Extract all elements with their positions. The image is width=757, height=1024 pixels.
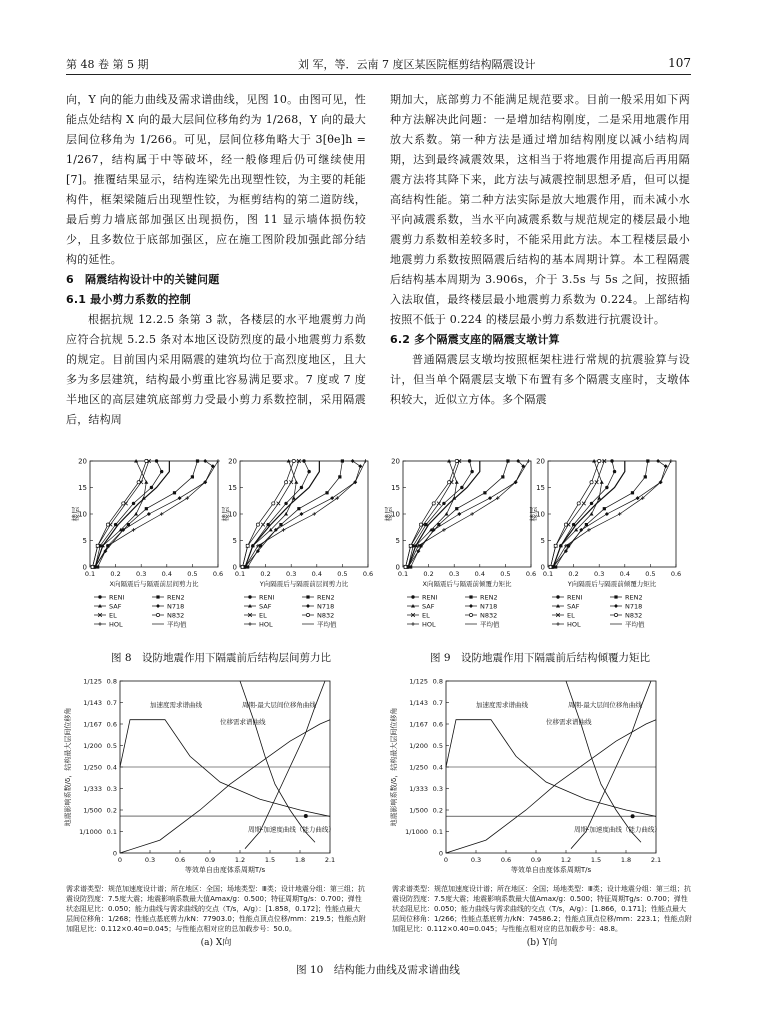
y-axis-label: 楼层 bbox=[71, 506, 80, 522]
marker-point bbox=[289, 480, 293, 484]
marker-point bbox=[442, 528, 446, 532]
y-drift-label: 1/250 bbox=[409, 763, 428, 772]
marker-point bbox=[455, 459, 458, 462]
legend-label: REN2 bbox=[625, 593, 643, 602]
marker-point bbox=[590, 502, 593, 505]
legend-label: N718 bbox=[317, 602, 335, 611]
y-tick-label: 0.3 bbox=[106, 785, 117, 793]
annotation: 位移需求谱曲线 bbox=[220, 718, 266, 726]
y-drift-label: 1/167 bbox=[409, 720, 428, 729]
marker-point bbox=[603, 507, 606, 510]
y-tick-label: 0.1 bbox=[106, 828, 117, 836]
legend-label: REN2 bbox=[167, 593, 185, 602]
y-drift-label: 1/1000 bbox=[405, 828, 428, 836]
y-tick-label: 10 bbox=[536, 510, 545, 519]
marker-point bbox=[299, 512, 303, 516]
marker-point bbox=[132, 528, 136, 532]
annotation: 周期-加速度曲线（能力曲线） bbox=[248, 825, 335, 834]
x-tick-label: 0.1 bbox=[234, 570, 246, 578]
marker-point bbox=[144, 480, 148, 484]
y-tick-label: 5 bbox=[232, 537, 237, 545]
legend-label: REN2 bbox=[317, 593, 335, 602]
y-axis-label: 楼层 bbox=[529, 506, 538, 522]
fig10a-sublabel: (a) X向 bbox=[200, 938, 232, 948]
x-tick-label: 1.5 bbox=[590, 856, 602, 864]
x-tick-label: 0.2 bbox=[110, 570, 121, 578]
x-tick-label: 1.2 bbox=[560, 856, 572, 864]
x-tick-label: 0.1 bbox=[397, 570, 409, 578]
marker-point bbox=[134, 512, 138, 516]
marker-point bbox=[306, 613, 309, 616]
marker-point bbox=[294, 480, 298, 484]
series-line-6 bbox=[95, 461, 218, 567]
y-tick-label: 0 bbox=[82, 563, 87, 572]
legend-label: HOL bbox=[567, 620, 581, 629]
marker-point bbox=[577, 502, 580, 505]
legend-label: REN2 bbox=[480, 593, 498, 602]
legend-label: N832 bbox=[317, 611, 335, 620]
marker-point bbox=[590, 512, 594, 516]
y-tick-label: 0 bbox=[395, 563, 400, 572]
legend-label: 平均值 bbox=[480, 620, 500, 629]
marker-point bbox=[419, 523, 422, 526]
paragraph: 向，Y 向的能力曲线及需求谱曲线，见图 10。由图可见，性能点处结构 X 向的最大层间位移角约为 1/268，Y 向的最大层间位移角为 1/266。可见，层间位移角略大于 3[θe]h = 1/267，结构属于中等破坏，经一般修理后仍可继续使用[7]。推覆结果显示，结构连梁先出现塑性铰，为主要的耗能构件，框架梁随后出现塑性铰，为框剪结构的第二道防线，最后剪力墙底部加强区出现损伤，图 11 显示墙体损伤较少，且多数位于底部加强区，应在施工图阶段加强此部分结构的延性。 bbox=[66, 93, 366, 266]
marker-point bbox=[155, 459, 158, 462]
figure10-caption: 图 10 结构能力曲线及需求谱曲线 bbox=[296, 964, 460, 976]
marker-point bbox=[646, 459, 649, 462]
x-tick-label: 0.4 bbox=[311, 570, 322, 578]
annotation: 周期-加速度曲线（能力曲线） bbox=[574, 825, 661, 834]
x-tick-label: 0.3 bbox=[449, 570, 460, 578]
paragraph: 根据抗规 12.2.5 条第 3 款，各楼层的水平地震剪力尚应符合抗规 5.2.5 条对本地区设防烈度的最小地震剪力系数的规定。目前国内采用隔震的建筑均位于高烈度地区，且大多为多层建筑，结构最小剪重比容易满足要求。7 度或 7 度半地区的高层建筑底部剪力受最小剪力系数控制，采用隔震后，结构周 bbox=[66, 313, 366, 426]
marker-point bbox=[132, 502, 135, 505]
x-tick-label: 0.3 bbox=[594, 570, 605, 578]
x-tick-label: 0.2 bbox=[260, 570, 271, 578]
x-tick-label: 1.5 bbox=[264, 856, 276, 864]
y-tick-label: 20 bbox=[228, 457, 237, 466]
running-title: 刘 军，等．云南 7 度区某医院框剪结构隔震设计 bbox=[298, 58, 536, 71]
marker-point bbox=[614, 595, 617, 598]
marker-point bbox=[468, 459, 471, 462]
x-axis-label: 等效单自由度体系周期T/s bbox=[510, 866, 592, 874]
figure9-caption: 图 9 设防地震作用下隔震前后结构倾覆力矩比 bbox=[429, 652, 651, 664]
y-tick-label: 15 bbox=[391, 484, 400, 492]
x-tick-label: 0.3 bbox=[286, 570, 297, 578]
marker-point bbox=[409, 544, 412, 547]
marker-point bbox=[364, 459, 368, 463]
marker-point bbox=[469, 604, 473, 608]
marker-point bbox=[98, 622, 102, 626]
marker-point bbox=[145, 507, 148, 510]
plot-frame bbox=[90, 461, 218, 567]
x-tick-label: 0.3 bbox=[470, 856, 482, 864]
x-tick-label: 0.1 bbox=[84, 570, 96, 578]
marker-point bbox=[595, 480, 599, 484]
y-tick-label: 5 bbox=[540, 537, 545, 545]
performance-point bbox=[631, 814, 635, 818]
y-axis-label: 地震影响系数/δ，结构最大层间位移角 bbox=[390, 707, 398, 827]
x-tick-label: 0.4 bbox=[619, 570, 630, 578]
marker-point bbox=[488, 496, 492, 500]
marker-point bbox=[636, 496, 640, 500]
y-tick-label: 0 bbox=[540, 563, 545, 572]
left-text-column bbox=[66, 90, 366, 430]
marker-point bbox=[145, 459, 148, 462]
y-tick-label: 10 bbox=[391, 510, 400, 519]
marker-point bbox=[455, 480, 459, 484]
legend-label: EL bbox=[259, 611, 267, 620]
marker-point bbox=[284, 512, 288, 516]
y-tick-label: 15 bbox=[78, 484, 87, 492]
y-tick-label: 0.3 bbox=[432, 785, 443, 793]
y-tick-label: 0 bbox=[112, 849, 117, 858]
section-heading: 6 隔震结构设计中的关键问题 bbox=[66, 273, 220, 286]
marker-point bbox=[160, 512, 164, 516]
x-tick-label: 0.4 bbox=[161, 570, 172, 578]
x-tick-label: 0.5 bbox=[337, 570, 348, 578]
marker-point bbox=[582, 502, 586, 506]
x-tick-label: 1.8 bbox=[620, 856, 632, 864]
marker-point bbox=[610, 459, 613, 462]
legend-label: HOL bbox=[422, 620, 436, 629]
marker-point bbox=[506, 459, 509, 462]
legend-label: HOL bbox=[259, 620, 273, 629]
marker-point bbox=[106, 523, 109, 526]
series-line-3 bbox=[408, 461, 523, 567]
annotation: 加速度需求谱曲线 bbox=[150, 700, 202, 709]
y-tick-label: 0.6 bbox=[432, 720, 443, 729]
fig10-chart-y bbox=[388, 675, 688, 885]
y-tick-label: 0 bbox=[232, 563, 237, 572]
legend-label: N832 bbox=[167, 611, 185, 620]
marker-point bbox=[501, 475, 504, 478]
y-tick-label: 10 bbox=[228, 510, 237, 519]
x-tick-label: 2.1 bbox=[650, 856, 662, 864]
y-drift-label: 1/167 bbox=[83, 720, 102, 729]
paragraph: 期加大，底部剪力不能满足规范要求。目前一般采用如下两种方法解决此问题：一是增加结构刚度，二是采用地震作用放大系数。第一种方法是通过增加结构刚度以减小结构周期，达到最终减震效果，这相当于将地震作用提高后再用隔震方法将其降下来，此方法与减震控制思想矛盾，但可以提高结构性能。第二种方法实际是放大地震作用，而未减小水平向减震系数，当水平向减震系数与规范规定的楼层最小地震剪力系数相差较多时，不能采用此方法。本工程楼层最小地震剪力系数按照隔震后结构的基本周期计算。本工程隔震后结构基本周期为 3.906s，介于 3.5s 与 5s 之间，按照插入法取值，最终楼层最小地震剪力系数为 0.224。上部结构按照不低于 0.224 的楼层最小剪力系数进行抗震设计。 bbox=[390, 93, 690, 326]
x-axis-label: Y向隔震后与隔震前倾覆力矩比 bbox=[567, 580, 657, 588]
series-line-6 bbox=[408, 461, 528, 567]
legend-label: SAF bbox=[259, 602, 272, 611]
marker-point bbox=[306, 595, 309, 598]
y-tick-label: 5 bbox=[395, 537, 400, 545]
legend-label: 平均值 bbox=[317, 620, 337, 629]
marker-point bbox=[147, 512, 151, 516]
y-tick-label: 0.7 bbox=[432, 699, 443, 707]
marker-point bbox=[160, 470, 163, 473]
marker-point bbox=[150, 486, 153, 489]
y-tick-label: 0.2 bbox=[106, 806, 117, 815]
legend-label: N718 bbox=[625, 602, 643, 611]
series-line-6 bbox=[245, 461, 365, 567]
x-tick-label: 0.6 bbox=[500, 856, 512, 864]
marker-point bbox=[455, 507, 458, 510]
legend-label: N832 bbox=[480, 611, 498, 620]
marker-point bbox=[341, 459, 344, 462]
x-tick-label: 0.3 bbox=[144, 856, 156, 864]
legend-label: N718 bbox=[480, 602, 498, 611]
x-tick-label: 0 bbox=[443, 856, 449, 864]
series-line-1 bbox=[556, 461, 648, 567]
marker-point bbox=[442, 502, 445, 505]
marker-point bbox=[277, 502, 281, 506]
x-axis-label: Y向隔震后与隔震前层间剪力比 bbox=[259, 580, 349, 588]
y-tick-label: 20 bbox=[391, 457, 400, 466]
x-tick-label: 0.2 bbox=[568, 570, 579, 578]
y-tick-label: 0 bbox=[438, 849, 443, 858]
section-heading: 6.1 最小剪力系数的控制 bbox=[66, 293, 191, 306]
marker-point bbox=[605, 512, 609, 516]
marker-point bbox=[470, 470, 473, 473]
marker-point bbox=[457, 512, 461, 516]
y-tick-label: 5 bbox=[82, 537, 87, 545]
legend-label: EL bbox=[109, 611, 117, 620]
legend-label: 平均值 bbox=[167, 620, 187, 629]
x-tick-label: 0.9 bbox=[204, 856, 216, 864]
legend-label: RENI bbox=[422, 593, 438, 602]
marker-point bbox=[122, 502, 125, 505]
series-line-7 bbox=[553, 461, 625, 567]
marker-point bbox=[644, 475, 647, 478]
series-line-3 bbox=[553, 461, 666, 567]
legend-label: RENI bbox=[567, 593, 583, 602]
marker-point bbox=[432, 502, 435, 505]
marker-point bbox=[191, 475, 194, 478]
y-tick-label: 0.8 bbox=[106, 677, 117, 686]
y-drift-label: 1/500 bbox=[83, 806, 102, 815]
marker-point bbox=[98, 595, 101, 598]
y-drift-label: 1/250 bbox=[83, 763, 102, 772]
page-number: 107 bbox=[668, 56, 691, 70]
y-tick-label: 0.4 bbox=[432, 763, 443, 772]
marker-point bbox=[261, 523, 265, 527]
x-tick-label: 0.3 bbox=[136, 570, 147, 578]
marker-point bbox=[173, 491, 176, 494]
legend-label: SAF bbox=[109, 602, 122, 611]
marker-point bbox=[469, 613, 472, 616]
marker-point bbox=[330, 496, 334, 500]
marker-point bbox=[600, 480, 604, 484]
right-text-column bbox=[390, 90, 690, 410]
x-tick-label: 0.2 bbox=[423, 570, 434, 578]
paragraph: 普通隔震层支墩均按照框架柱进行常规的抗震验算与设计，但当单个隔震层支墩下布置有多个隔震支座时，支墩体积较大，近似立方体。多个隔震 bbox=[390, 353, 690, 406]
fig8-chart-x bbox=[72, 455, 232, 645]
marker-point bbox=[656, 459, 660, 463]
marker-point bbox=[248, 622, 252, 626]
y-axis-label: 楼层 bbox=[384, 506, 393, 522]
x-tick-label: 0.6 bbox=[525, 570, 537, 578]
y-tick-label: 0.6 bbox=[106, 720, 117, 729]
marker-point bbox=[246, 544, 249, 547]
x-axis-label: 等效单自由度体系周期T/s bbox=[184, 866, 266, 874]
plot-frame bbox=[403, 461, 531, 567]
fig8-chart-y bbox=[222, 455, 382, 645]
x-tick-label: 2.1 bbox=[324, 856, 336, 864]
marker-point bbox=[469, 595, 472, 598]
marker-point bbox=[300, 486, 303, 489]
x-tick-label: 0.6 bbox=[670, 570, 682, 578]
x-axis-label: X向隔震后与隔震前层间剪力比 bbox=[109, 580, 199, 588]
marker-point bbox=[614, 613, 617, 616]
y-axis-label: 地震影响系数/δ，结构最大层间位移角 bbox=[64, 707, 72, 827]
legend-label: SAF bbox=[567, 602, 580, 611]
marker-point bbox=[470, 512, 474, 516]
x-tick-label: 1.8 bbox=[294, 856, 306, 864]
x-tick-label: 0.4 bbox=[474, 570, 485, 578]
marker-point bbox=[137, 481, 140, 484]
marker-point bbox=[256, 523, 259, 526]
marker-point bbox=[554, 544, 557, 547]
annotation: 周期-最大层间位移角曲线 bbox=[568, 700, 642, 709]
fig9-chart-x bbox=[385, 455, 545, 645]
performance-point bbox=[304, 814, 308, 818]
marker-point bbox=[307, 470, 310, 473]
marker-point bbox=[437, 502, 441, 506]
x-axis-label: X向隔震后与隔震前倾覆力矩比 bbox=[422, 580, 512, 588]
marker-point bbox=[96, 544, 99, 547]
legend-label: RENI bbox=[109, 593, 125, 602]
marker-point bbox=[590, 481, 593, 484]
y-tick-label: 0.1 bbox=[432, 828, 443, 836]
fig10b-sublabel: (b) Y向 bbox=[526, 938, 558, 948]
marker-point bbox=[156, 604, 160, 608]
marker-point bbox=[272, 502, 275, 505]
marker-point bbox=[447, 481, 450, 484]
fig10-chart-x bbox=[62, 675, 362, 885]
marker-point bbox=[411, 595, 414, 598]
marker-point bbox=[156, 595, 159, 598]
annotation: 加速度需求谱曲线 bbox=[476, 700, 528, 709]
legend-label: N718 bbox=[167, 602, 185, 611]
legend-label: 平均值 bbox=[625, 620, 645, 629]
y-drift-label: 1/143 bbox=[409, 699, 428, 707]
x-tick-label: 0.5 bbox=[187, 570, 198, 578]
x-tick-label: 0.6 bbox=[174, 856, 186, 864]
y-tick-label: 0.5 bbox=[106, 742, 117, 750]
marker-point bbox=[605, 486, 608, 489]
y-drift-label: 1/333 bbox=[83, 785, 102, 793]
series-curve-0 bbox=[120, 720, 330, 817]
y-tick-label: 0.7 bbox=[106, 699, 117, 707]
marker-point bbox=[598, 459, 601, 462]
y-tick-label: 20 bbox=[78, 457, 87, 466]
marker-point bbox=[631, 491, 634, 494]
x-tick-label: 0.5 bbox=[645, 570, 656, 578]
y-axis-label: 楼层 bbox=[221, 506, 230, 522]
marker-point bbox=[351, 459, 355, 463]
marker-point bbox=[614, 604, 618, 608]
marker-point bbox=[292, 459, 295, 462]
marker-point bbox=[248, 595, 251, 598]
marker-point bbox=[358, 464, 362, 468]
marker-point bbox=[460, 486, 463, 489]
y-drift-label: 1/125 bbox=[409, 677, 428, 686]
legend-label: EL bbox=[567, 611, 575, 620]
series-line-1 bbox=[248, 461, 343, 567]
marker-point bbox=[564, 523, 567, 526]
y-drift-label: 1/200 bbox=[409, 742, 428, 750]
x-tick-label: 0.6 bbox=[212, 570, 224, 578]
section-heading: 6.2 多个隔震支座的隔震支墩计算 bbox=[390, 333, 560, 346]
marker-point bbox=[669, 459, 673, 463]
y-drift-label: 1/200 bbox=[83, 742, 102, 750]
marker-point bbox=[284, 502, 287, 505]
y-drift-label: 1/125 bbox=[83, 677, 102, 686]
marker-point bbox=[156, 613, 159, 616]
series-line-3 bbox=[95, 461, 213, 567]
y-drift-label: 1/1000 bbox=[79, 828, 102, 836]
y-tick-label: 20 bbox=[536, 457, 545, 466]
marker-point bbox=[203, 459, 207, 463]
annotation: 位移需求谱曲线 bbox=[546, 718, 592, 726]
x-tick-label: 0.9 bbox=[530, 856, 542, 864]
figure8-caption: 图 8 设防地震作用下隔震前后结构层间剪力比 bbox=[110, 652, 332, 664]
journal-volume: 第 48 卷 第 5 期 bbox=[66, 58, 149, 71]
fig10b-note: 需求谱类型：规范加速度设计谱；所在地区：全国；场地类型：Ⅲ类；设计地震分组：第三组；抗震设防烈度：7.5度大震；地震影响系数最大值Amax/g：0.500；特征周期Tg/s：0.700；弹性状态阻尼比：0.050；能力曲线与需求曲线的交点（T/s，A/g）：[1.866，0.171]；性能点最大层间位移角：1/266；性能点基底剪力/kN：74586.2；性能点顶点位移/mm：223.1；性能点附加阻尼比：0.112×0.40=0.045；与性能点相对应的总加载步号：48.8。 bbox=[392, 885, 692, 933]
legend-label: N832 bbox=[625, 611, 643, 620]
marker-point bbox=[338, 475, 341, 478]
y-tick-label: 15 bbox=[536, 484, 545, 492]
x-tick-label: 0 bbox=[117, 856, 123, 864]
marker-point bbox=[178, 496, 182, 500]
marker-point bbox=[302, 459, 305, 462]
x-tick-label: 0.6 bbox=[362, 570, 374, 578]
fig10a-note: 需求谱类型：规范加速度设计谱；所在地区：全国；场地类型：Ⅲ类；设计地震分组：第三组；抗震设防烈度：7.5度大震；地震影响系数最大值Amax/g：0.500；特征周期Tg/s：0.700；弹性状态阻尼比：0.050；能力曲线与需求曲线的交点（T/s，A/g）：[1.858，0.172]；性能点最大层间位移角：1/268；性能点基底剪力/kN：77903.0；性能点顶点位移/mm：219.5；性能点附加阻尼比：0.112×0.40=0.045；与性能点相对应的总加载步号：50.0。 bbox=[66, 885, 366, 933]
y-tick-label: 15 bbox=[228, 484, 237, 492]
series-curve-0 bbox=[446, 720, 656, 817]
annotation: 周期-最大层间位移角曲线 bbox=[242, 700, 316, 709]
marker-point bbox=[282, 528, 286, 532]
marker-point bbox=[297, 507, 300, 510]
marker-point bbox=[216, 459, 220, 463]
y-tick-label: 10 bbox=[78, 510, 87, 519]
x-tick-label: 1.2 bbox=[234, 856, 246, 864]
header-rule bbox=[66, 74, 691, 75]
marker-point bbox=[306, 604, 310, 608]
x-tick-label: 0.1 bbox=[542, 570, 554, 578]
marker-point bbox=[664, 464, 668, 468]
x-tick-label: 0.5 bbox=[500, 570, 511, 578]
series-line-2 bbox=[553, 461, 602, 567]
y-tick-label: 0.8 bbox=[432, 677, 443, 686]
marker-point bbox=[556, 622, 560, 626]
fig9-chart-y bbox=[530, 455, 690, 645]
marker-point bbox=[325, 491, 328, 494]
y-tick-label: 0.4 bbox=[106, 763, 117, 772]
marker-point bbox=[445, 512, 449, 516]
marker-point bbox=[483, 491, 486, 494]
marker-point bbox=[556, 595, 559, 598]
marker-point bbox=[411, 622, 415, 626]
marker-point bbox=[613, 470, 616, 473]
y-drift-label: 1/500 bbox=[409, 806, 428, 815]
marker-point bbox=[284, 481, 287, 484]
y-drift-label: 1/333 bbox=[409, 785, 428, 793]
y-tick-label: 0.2 bbox=[432, 806, 443, 815]
legend-label: EL bbox=[422, 611, 430, 620]
legend-label: SAF bbox=[422, 602, 435, 611]
legend-label: HOL bbox=[109, 620, 123, 629]
y-drift-label: 1/143 bbox=[83, 699, 102, 707]
y-tick-label: 0.5 bbox=[432, 742, 443, 750]
series-line-2 bbox=[95, 461, 146, 567]
legend-label: RENI bbox=[259, 593, 275, 602]
page-header bbox=[66, 56, 691, 72]
marker-point bbox=[196, 459, 199, 462]
